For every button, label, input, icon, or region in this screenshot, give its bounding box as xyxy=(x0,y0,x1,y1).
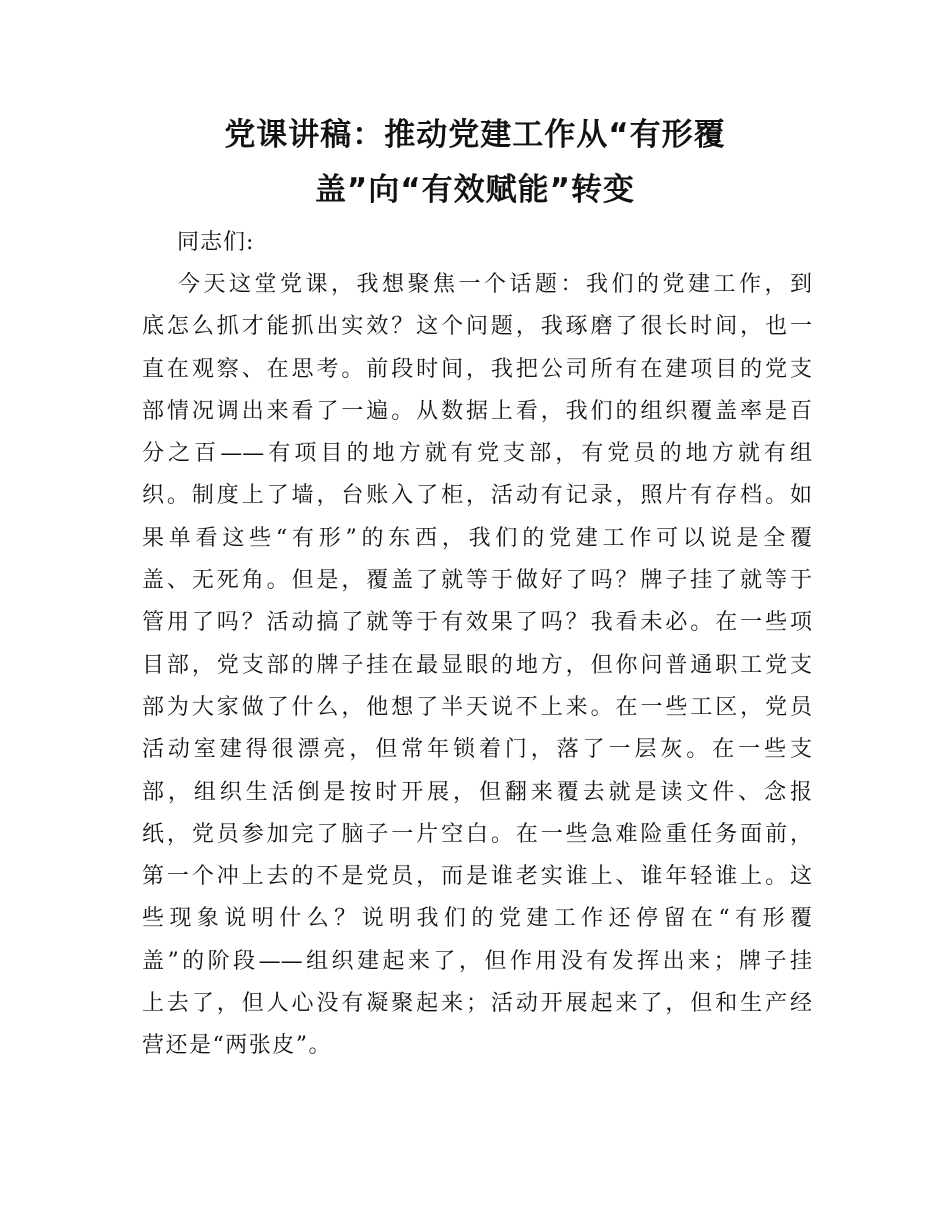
paragraph-line: 盖”的阶段——组织建起来了，但作用没有发挥出来；牌子挂 xyxy=(142,948,812,974)
paragraph-line: 织。制度上了墙，台账入了柜，活动有记录，照片有存档。如 xyxy=(142,483,812,509)
paragraph-line: 底怎么抓才能抓出实效？这个问题，我琢磨了很长时间，也一 xyxy=(142,314,812,340)
paragraph-line: 上去了，但人心没有凝聚起来；活动开展起来了，但和生产经 xyxy=(142,991,812,1017)
paragraph-line: 目部，党支部的牌子挂在最显眼的地方，但你问普通职工党支 xyxy=(142,652,812,678)
paragraph-line: 分之百——有项目的地方就有党支部，有党员的地方就有组 xyxy=(142,441,812,467)
paragraph-line: 纸，党员参加完了脑子一片空白。在一些急难险重任务面前， xyxy=(142,821,812,847)
body-paragraph xyxy=(142,264,812,1068)
paragraph-line: 部为大家做了什么，他想了半天说不上来。在一些工区，党员 xyxy=(142,694,812,720)
paragraph-line: 果单看这些“有形”的东西，我们的党建工作可以说是全覆 xyxy=(142,525,812,551)
paragraph-line: 活动室建得很漂亮，但常年锁着门，落了一层灰。在一些支 xyxy=(142,737,812,763)
paragraph-line: 部，组织生活倒是按时开展，但翻来覆去就是读文件、念报 xyxy=(142,779,812,805)
title-line-2: 盖”向“有效赋能”转变 xyxy=(314,172,636,208)
paragraph-line: 管用了吗？活动搞了就等于有效果了吗？我看未必。在一些项 xyxy=(142,610,812,636)
paragraph-line: 盖、无死角。但是，覆盖了就等于做好了吗？牌子挂了就等于 xyxy=(142,568,812,594)
salutation: 同志们: xyxy=(177,230,255,255)
paragraph-line: 些现象说明什么？说明我们的党建工作还停留在“有形覆 xyxy=(142,906,812,932)
paragraph-line: 今天这堂党课，我想聚焦一个话题：我们的党建工作，到 xyxy=(178,272,812,297)
paragraph-line: 第一个冲上去的不是党员，而是谁老实谁上、谁年轻谁上。这 xyxy=(142,864,812,890)
document-title xyxy=(140,108,810,218)
title-line-1: 党课讲稿：推动党建工作从“有形覆 xyxy=(224,117,726,153)
paragraph-line: 直在观察、在思考。前段时间，我把公司所有在建项目的党支 xyxy=(142,356,812,382)
paragraph-line: 部情况调出来看了一遍。从数据上看，我们的组织覆盖率是百 xyxy=(142,398,812,424)
paragraph-line: 营还是“两张皮”。 xyxy=(142,1033,332,1059)
